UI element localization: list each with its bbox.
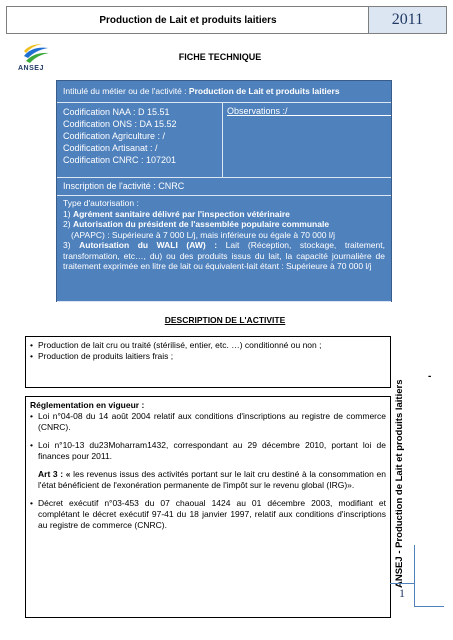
- fiche-title: FICHE TECHNIQUE: [178, 52, 262, 62]
- article-3-text: les revenus issus des activités portant sur le lait cru destiné à la consommation en l'état bénéficient de l'exonération permanente de l'impôt sur le revenu global (IRG)».: [38, 469, 386, 490]
- autorisation-label: Type d'autorisation :: [63, 198, 139, 208]
- description-item: [30, 351, 386, 362]
- side-label: ANSEJ - Production de Lait et produits laitiers: [394, 379, 405, 588]
- article-3-label: Art 3 : «: [38, 469, 71, 479]
- observations-label: Observations :/: [227, 106, 288, 116]
- codification-naa: Codification NAA : D 15.51: [63, 107, 170, 117]
- bullet-icon: •: [30, 411, 33, 421]
- reglementation-item: [30, 440, 386, 462]
- bullet-icon: •: [30, 340, 33, 350]
- reglementation-box: [25, 396, 391, 618]
- codification-cnrc: Codification CNRC : 107201: [63, 155, 177, 165]
- autorisation-row: [57, 196, 391, 302]
- reglementation-item: [30, 411, 386, 433]
- page-header: [6, 6, 447, 34]
- bullet-icon: •: [30, 498, 33, 508]
- codification-row: [57, 103, 391, 178]
- codification-artisanat: Codification Artisanat : /: [63, 143, 158, 153]
- autorisation-item-3: [63, 240, 385, 272]
- header-title: Production de Lait et produits laitiers: [99, 14, 277, 26]
- observations-divider: [227, 115, 391, 116]
- autorisation-title-1: Agrément sanitaire délivré par l'inspection vétérinaire: [72, 208, 290, 219]
- bullet-icon: •: [30, 440, 33, 450]
- autorisation-num-1: 1): [63, 208, 71, 219]
- autorisation-item-2: [63, 219, 385, 240]
- description-title: DESCRIPTION DE L'ACTIVITE: [164, 315, 286, 325]
- page-number: 1: [390, 583, 414, 601]
- description-item-text: Production de produits laitiers frais ;: [38, 351, 174, 361]
- autorisation-text-2: (APAPC) : Supérieure à 7 000 L/j, mais inférieure ou égale à 70 000 l/j: [71, 229, 335, 240]
- page-corner-divider: [414, 545, 415, 607]
- page-corner-divider: [414, 606, 444, 607]
- intitule-value: Production de Lait et produits laitiers: [188, 86, 340, 96]
- article-3: [30, 469, 386, 491]
- autorisation-item-1: [63, 209, 385, 220]
- fiche-technique-table: [56, 80, 392, 302]
- bullet-icon: •: [30, 351, 33, 361]
- description-item-text: Production de lait cru ou traité (stérilisé, entier, etc. …) conditionné ou non ;: [38, 340, 322, 350]
- intitule-label: Intitulé du métier ou de l'activité :: [63, 86, 187, 96]
- reglementation-item-text: Loi n°10-13 du23Moharram1432, correspondant au 29 décembre 2010, portant loi de finances pour 2011.: [38, 440, 386, 461]
- codification-agriculture: Codification Agriculture : /: [63, 131, 166, 141]
- description-item: [30, 340, 386, 351]
- autorisation-title-2: Autorisation du président de l'assemblée populaire communale: [72, 219, 330, 229]
- inscription-row: Inscription de l'activité : CNRC: [57, 178, 391, 196]
- intitule-row: [57, 81, 391, 103]
- reglementation-title: Réglementation en vigueur :: [30, 400, 145, 410]
- reglementation-item-text: Décret exécutif n°03-453 du 07 chaoual 1424 au 01 décembre 2003, modifiant et complétant le décret exécutif 97-41 du 18 janvier 1997, relatif aux conditions d'inscriptions au registre de commerce (CNRC).: [38, 498, 386, 530]
- codification-list: [57, 103, 223, 177]
- header-year: 2011: [368, 7, 446, 33]
- logo-text: ANSEJ: [18, 65, 44, 72]
- reglementation-item: [30, 498, 386, 531]
- autorisation-num-3: 3): [63, 240, 71, 250]
- autorisation-title-3: Autorisation du WALI (AW) :: [79, 240, 218, 250]
- codification-ons: Codification ONS : DA 15.52: [63, 119, 177, 129]
- description-box: [25, 336, 391, 388]
- side-mark: -: [428, 371, 432, 382]
- observations-cell: [223, 103, 393, 177]
- autorisation-num-2: 2): [63, 219, 71, 229]
- reglementation-item-text: Loi n°04-08 du 14 août 2004 relatif aux conditions d'inscriptions au registre de commerce (CNRC).: [38, 411, 386, 432]
- autorisation-text-3: Lait (Réception, stockage, traitement, transformation, etc…, du) ou des produits issus du lait, la capacité journalière de traitement exprimée en litre de lait ou équivalent-lait étant : Supérieure à 70 000 l/j: [63, 240, 385, 271]
